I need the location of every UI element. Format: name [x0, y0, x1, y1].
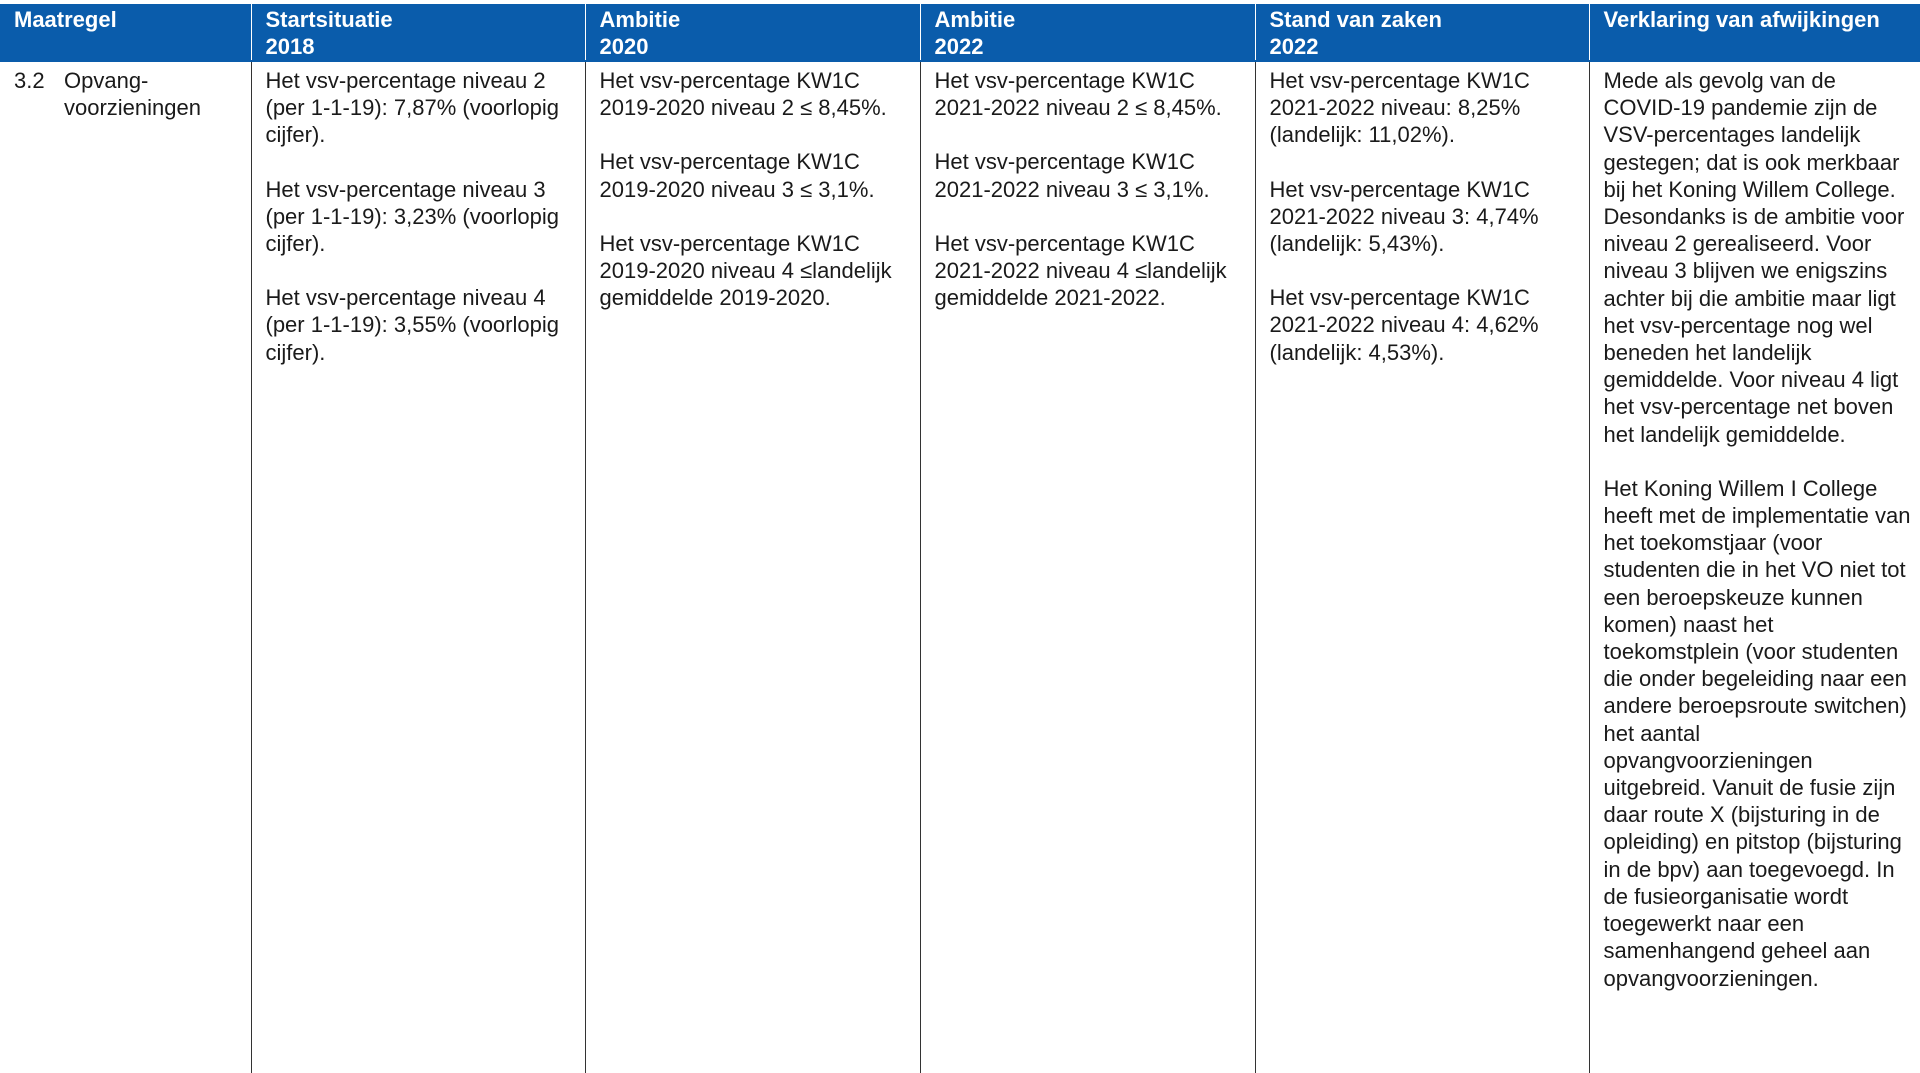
measures-table	[0, 4, 1920, 1073]
header-title: Startsituatie	[265, 7, 393, 32]
cell-verklaring	[1589, 61, 1920, 1073]
paragraph: Het vsv-percentage KW1C 2019-2020 niveau 4 ≤landelijk gemiddelde 2019-2020.	[599, 230, 892, 311]
cell-startsituatie	[251, 61, 585, 1073]
header-verklaring	[1589, 4, 1920, 61]
paragraph: Het vsv-percentage KW1C 2021-2022 niveau 4 ≤landelijk gemiddelde 2021-2022.	[934, 230, 1227, 311]
cell-ambitie-2022	[920, 61, 1255, 1073]
paragraph: Het vsv-percentage KW1C 2019-2020 niveau 2 ≤ 8,45%.	[599, 68, 887, 121]
header-ambitie-2020	[585, 4, 920, 61]
paragraph: Mede als gevolg van de COVID-19 pandemie zijn de VSV-percentages landelijk gestegen; dat is ook merkbaar bij het Koning Willem College. Desondanks is de ambitie voor niveau 2 gerealiseerd. Voor niveau 3 blijven we enigszins achter bij die ambitie maar ligt het vsv-percentage nog wel beneden het landelijk gemiddelde. Voor niveau 4 ligt het vsv-percentage net boven het landelijk gemiddelde.	[1603, 68, 1905, 447]
paragraph: Het Koning Willem I College heeft met de implementatie van het toekomstjaar (voor studenten die in het VO niet tot een beroepskeuze kunnen komen) naast het toekomstplein (voor studenten die onder begeleiding naar een andere beroepsroute switchen) het aantal opvangvoorzieningen uitgebreid. Vanuit de fusie zijn daar route X (bijsturing in de opleiding) en pitstop (bijsturing in de bpv) aan toegevoegd. In de fusieorganisatie wordt toegewerkt naar een samenhangend geheel aan opvangvoorzieningen.	[1603, 475, 1911, 991]
header-ambitie-2022	[920, 4, 1255, 61]
header-title: Verklaring van afwijkingen	[1603, 7, 1880, 32]
paragraph: Het vsv-percentage KW1C 2021-2022 niveau: 8,25% (landelijk: 11,02%).	[1269, 68, 1530, 148]
measure	[14, 67, 243, 121]
header-title: Ambitie	[934, 7, 1016, 32]
paragraph: Het vsv-percentage KW1C 2019-2020 niveau 3 ≤ 3,1%.	[599, 149, 875, 202]
header-maatregel	[0, 4, 251, 61]
cell-stand-van-zaken	[1255, 61, 1589, 1073]
paragraph: Het vsv-percentage niveau 4 (per 1-1-19): 3,55% (voorlopig cijfer).	[265, 285, 559, 365]
cell-ambitie-2020	[585, 61, 920, 1073]
header-stand-van-zaken	[1255, 4, 1589, 61]
paragraph: Het vsv-percentage niveau 3 (per 1-1-19): 3,23% (voorlopig cijfer).	[265, 176, 559, 257]
table-row	[0, 61, 1920, 1073]
header-year: 2020	[599, 34, 649, 59]
header-year: 2018	[265, 34, 315, 59]
paragraph: Het vsv-percentage KW1C 2021-2022 niveau 3 ≤ 3,1%.	[934, 149, 1210, 202]
header-title: Ambitie	[599, 7, 681, 32]
header-year: 2022	[1269, 34, 1319, 59]
header-title: Maatregel	[14, 7, 117, 32]
paragraph: Het vsv-percentage KW1C 2021-2022 niveau 3: 4,74% (landelijk: 5,43%).	[1269, 176, 1539, 257]
paragraph: Het vsv-percentage KW1C 2021-2022 niveau 2 ≤ 8,45%.	[934, 68, 1222, 121]
header-startsituatie	[251, 4, 585, 61]
measure-number: 3.2	[14, 68, 45, 93]
header-year: 2022	[934, 34, 984, 59]
header-row	[0, 4, 1920, 61]
header-title: Stand van zaken	[1269, 7, 1442, 32]
paragraph: Het vsv-percentage KW1C 2021-2022 niveau 4: 4,62% (landelijk: 4,53%).	[1269, 285, 1539, 365]
cell-maatregel	[0, 61, 251, 1073]
measure-name: Opvang-voorzieningen	[64, 68, 201, 121]
paragraph: Het vsv-percentage niveau 2 (per 1-1-19): 7,87% (voorlopig cijfer).	[265, 68, 559, 148]
